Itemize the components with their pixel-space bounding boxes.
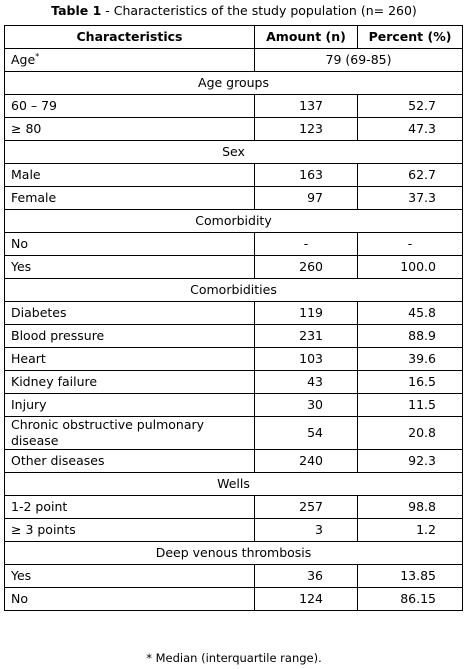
section-title: Sex xyxy=(5,141,463,164)
row-label: 60 – 79 xyxy=(5,95,255,118)
section-title: Age groups xyxy=(5,72,463,95)
row-label: Yes xyxy=(5,256,255,279)
row-percent: 98.8 xyxy=(358,496,463,519)
table-row xyxy=(5,371,463,394)
table-row xyxy=(5,95,463,118)
row-label: Male xyxy=(5,164,255,187)
table-row xyxy=(5,565,463,588)
table-row xyxy=(5,256,463,279)
row-percent: 16.5 xyxy=(358,371,463,394)
row-amount: 43 xyxy=(255,371,358,394)
table-row xyxy=(5,450,463,473)
age-label-cell xyxy=(5,49,255,72)
row-amount: - xyxy=(255,233,358,256)
row-amount: 97 xyxy=(255,187,358,210)
row-label: No xyxy=(5,233,255,256)
row-amount: 36 xyxy=(255,565,358,588)
table-row xyxy=(5,348,463,371)
characteristics-table xyxy=(4,25,463,611)
row-label: Chronic obstructive pulmonary disease xyxy=(5,417,255,450)
section-title: Wells xyxy=(5,473,463,496)
table-caption-label: Table 1 xyxy=(51,3,102,18)
section-title: Comorbidity xyxy=(5,210,463,233)
age-value: 79 (69-85) xyxy=(255,49,463,72)
section-header-row xyxy=(5,210,463,233)
age-footnote-marker: * xyxy=(35,51,40,61)
row-amount: 124 xyxy=(255,588,358,611)
row-amount: 257 xyxy=(255,496,358,519)
row-percent: 39.6 xyxy=(358,348,463,371)
table-row xyxy=(5,118,463,141)
row-percent: 86.15 xyxy=(358,588,463,611)
section-title: Deep venous thrombosis xyxy=(5,542,463,565)
table-header-row xyxy=(5,26,463,49)
row-amount: 119 xyxy=(255,302,358,325)
row-amount: 137 xyxy=(255,95,358,118)
row-percent: 37.3 xyxy=(358,187,463,210)
row-percent: 20.8 xyxy=(358,417,463,450)
table-row xyxy=(5,417,463,450)
section-header-row xyxy=(5,279,463,302)
row-label: Female xyxy=(5,187,255,210)
row-amount: 3 xyxy=(255,519,358,542)
row-label: Other diseases xyxy=(5,450,255,473)
table-row xyxy=(5,233,463,256)
row-label: Yes xyxy=(5,565,255,588)
row-label: ≥ 3 points xyxy=(5,519,255,542)
row-percent: 45.8 xyxy=(358,302,463,325)
row-label: ≥ 80 xyxy=(5,118,255,141)
header-percent: Percent (%) xyxy=(358,26,463,49)
table-caption-text: - Characteristics of the study population (n= 260) xyxy=(101,3,417,18)
row-percent: - xyxy=(358,233,463,256)
row-amount: 123 xyxy=(255,118,358,141)
header-amount: Amount (n) xyxy=(255,26,358,49)
row-label: No xyxy=(5,588,255,611)
row-label: Blood pressure xyxy=(5,325,255,348)
row-amount: 30 xyxy=(255,394,358,417)
table-row xyxy=(5,588,463,611)
row-percent: 1.2 xyxy=(358,519,463,542)
row-label: Heart xyxy=(5,348,255,371)
row-percent: 92.3 xyxy=(358,450,463,473)
row-percent: 88.9 xyxy=(358,325,463,348)
row-amount: 103 xyxy=(255,348,358,371)
header-characteristics: Characteristics xyxy=(5,26,255,49)
table-row xyxy=(5,394,463,417)
section-header-row xyxy=(5,72,463,95)
section-header-row xyxy=(5,141,463,164)
age-row xyxy=(5,49,463,72)
row-label: 1-2 point xyxy=(5,496,255,519)
row-amount: 240 xyxy=(255,450,358,473)
table-body xyxy=(5,49,463,611)
row-amount: 231 xyxy=(255,325,358,348)
table-footnote: * Median (interquartile range). xyxy=(146,651,322,665)
table-row xyxy=(5,519,463,542)
row-percent: 52.7 xyxy=(358,95,463,118)
table-caption xyxy=(0,3,468,19)
row-percent: 11.5 xyxy=(358,394,463,417)
row-percent: 13.85 xyxy=(358,565,463,588)
row-amount: 260 xyxy=(255,256,358,279)
age-label: Age xyxy=(11,52,36,67)
table-row xyxy=(5,496,463,519)
row-label: Injury xyxy=(5,394,255,417)
row-percent: 62.7 xyxy=(358,164,463,187)
row-percent: 47.3 xyxy=(358,118,463,141)
section-header-row xyxy=(5,542,463,565)
row-amount: 54 xyxy=(255,417,358,450)
table-row xyxy=(5,164,463,187)
row-label: Kidney failure xyxy=(5,371,255,394)
table-row xyxy=(5,302,463,325)
row-label: Diabetes xyxy=(5,302,255,325)
table-row xyxy=(5,325,463,348)
row-percent: 100.0 xyxy=(358,256,463,279)
row-amount: 163 xyxy=(255,164,358,187)
section-title: Comorbidities xyxy=(5,279,463,302)
section-header-row xyxy=(5,473,463,496)
table-row xyxy=(5,187,463,210)
